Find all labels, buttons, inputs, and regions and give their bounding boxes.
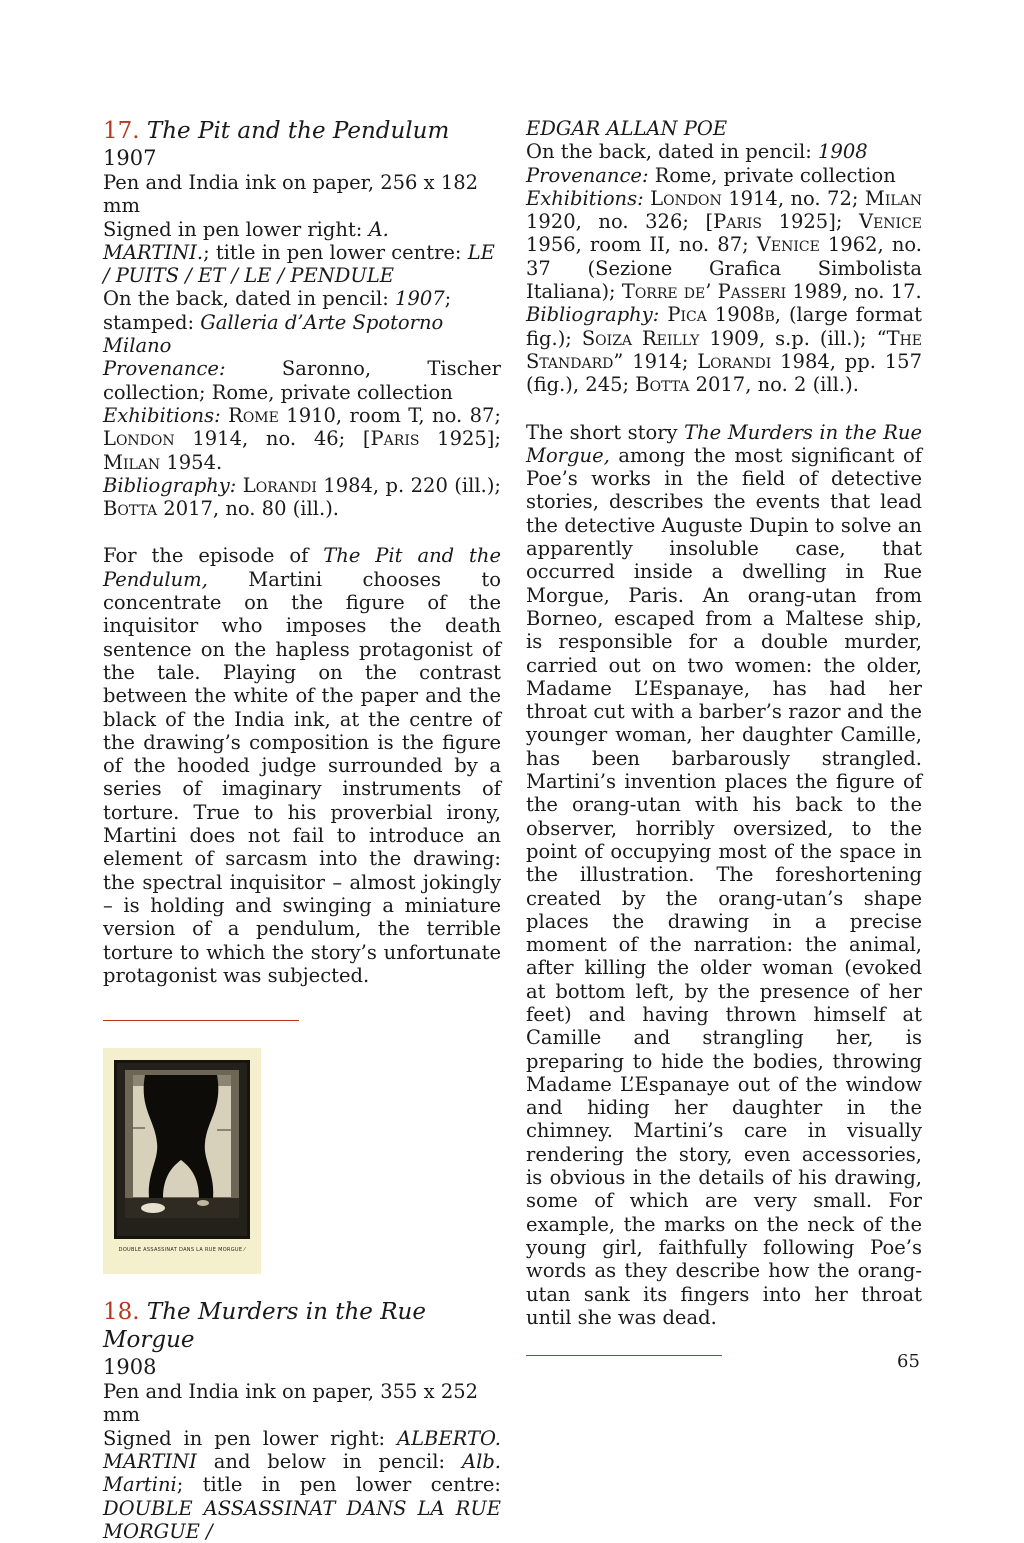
body-text: For the episode of	[103, 544, 324, 568]
bibliography-text: ” 1914;	[613, 349, 698, 373]
body-text: The short story	[526, 420, 685, 444]
spacer	[526, 397, 922, 421]
plate-caption: DOUBLE ASSASSINAT DANS LA RUE MORGUE ⁄	[118, 1247, 246, 1254]
inscribed-title: DOUBLE ASSASSINAT DANS LA RUE MORGUE /	[103, 1496, 501, 1543]
bibliography-text: 1984, p. 220 (ill.);	[316, 473, 501, 497]
bibliography-text: 2017, no. 2 (ill.).	[689, 373, 859, 397]
right-column	[526, 117, 922, 1356]
bibliography-author: Pica	[667, 303, 707, 327]
entry-17-year: 1907	[103, 146, 157, 170]
entry-17-body	[103, 544, 501, 987]
body-title: The Murders in the Rue Morgue,	[526, 420, 922, 467]
entry-17-exhibitions	[103, 404, 501, 474]
bibliography-author: Botta	[103, 497, 158, 521]
left-column	[103, 117, 501, 1543]
back-text: On the back, dated in pencil:	[526, 140, 819, 164]
entry-18-signature	[103, 1427, 501, 1543]
signed-text: ; title in pen lower centre:	[203, 240, 468, 264]
exhibition-text: 1956, room II, no. 87;	[526, 233, 757, 257]
page-number: 65	[897, 1351, 920, 1372]
bibliography-author: Soiza Reilly	[581, 326, 700, 350]
entry-17-signature	[103, 218, 501, 288]
body-text: among the most significant of Poe’s works in the field of detective stories, describes the events that lead the detective Auguste Dupin to solve an apparently insoluble case, that occurred inside a dwelling in Rue Morgue, Paris. An orang-utan from Borneo, escaped from a Maltese ship, is responsible for a double murder, carried out on two women: the older, Madame L’Espanaye, has had her throat cut with a barber’s razor and the younger woman, her daughter Camille, has been barbarously strangled. Martini’s invention places the figure of the orang-utan with his back to the observer, horribly oversized, to the point of occupying most of the space in the illustration. The foreshortening created by the orang-utan’s shape places the drawing in a precise moment of the narration: the animal, after killing the older woman (evoked at bottom left, by the presence of her feet) and having thrown himself at Camille and strangling her, is preparing to hide the bodies, throwing Madame L’Espanaye out of the window and hiding her daughter in the chimney. Martini’s care in visually rendering the story, even accessories, is obvious in the details of his drawing, some of which are very small. For example, the marks on the neck of the young girl, faithfully following Poe’s words as they describe how the orang-utan sank its fingers into her throat until she was dead.	[526, 443, 922, 1329]
bibliography-author: Botta	[635, 373, 690, 397]
bibliography-text: 1909, s.p. (ill.); “	[699, 326, 887, 350]
entry-18-year: 1908	[103, 1355, 157, 1380]
bibliography-author: b	[764, 303, 775, 327]
section-divider	[103, 1020, 299, 1021]
spacer	[103, 1274, 501, 1298]
entry-17-heading	[103, 117, 501, 145]
signed-text: Signed in pen lower right:	[103, 1426, 398, 1450]
exhibition-place: Torre de’ Passeri	[621, 280, 787, 304]
exhibition-place: Paris	[370, 427, 420, 451]
back-stamp: Galleria d’Arte Spotorno Milano	[103, 310, 444, 358]
signed-text: and below in pencil:	[196, 1449, 462, 1473]
exhibition-place: London	[103, 427, 175, 451]
back-date: 1907	[395, 287, 445, 311]
entry-18-provenance	[526, 164, 922, 187]
entry-17-number: 17.	[103, 118, 140, 144]
bibliography-text: 1984, pp. 157 (fig.), 245;	[526, 349, 922, 397]
exhibition-text: 1914, no. 46; [	[174, 427, 371, 451]
exhibition-place: Milan	[864, 186, 923, 210]
entry-18-back	[526, 140, 922, 163]
exhibition-text: 1925];	[419, 427, 501, 451]
provenance-label: Provenance:	[103, 357, 226, 381]
entry-17-back	[103, 287, 501, 357]
spacer	[103, 520, 501, 544]
entry-17-medium: Pen and India ink on paper, 256 x 182 mm	[103, 171, 479, 218]
back-text: On the back, dated in pencil:	[103, 287, 396, 311]
exhibition-place: Paris	[713, 210, 763, 234]
section-divider	[526, 1355, 722, 1356]
exhibition-place: Milan	[103, 450, 161, 474]
exhibition-text: 1925];	[762, 210, 859, 234]
bibliography-author: Lorandi	[242, 473, 317, 497]
entry-18-body	[526, 421, 922, 1330]
exhibition-text: 1910, room T, no. 87;	[278, 403, 501, 427]
body-text: Martini chooses to concentrate on the figure of the inquisitor who imposes the death sentence on the hapless protagonist of the tale. Playing on the contrast between the white of the paper and the black of the India ink, at the centre of the drawing’s composition is the figure of the hooded judge surrounded by a series of imaginary instruments of torture. True to his proverbial irony, Martini does not fail to introduce an element of sarcasm into the drawing: the spectral inquisitor – almost jokingly – is holding and swinging a miniature version of a pendulum, the terrible torture to which the story’s unfortunate protagonist was subjected.	[103, 567, 501, 987]
bibliography-author: Lorandi	[697, 349, 772, 373]
provenance-text: Saronno, Tischer collection; Rome, private collection	[103, 357, 501, 404]
entry-17-title: The Pit and the Pendulum	[146, 118, 450, 144]
bibliography-label: Bibliography:	[526, 303, 660, 327]
entry-18-bibliography	[526, 303, 922, 396]
inscribed-title: LE / PUITS / ET / LE / PENDULE	[103, 240, 495, 288]
exhibition-text: 1989, no. 17.	[786, 280, 922, 304]
bibliography-text: 1908	[706, 303, 765, 327]
entry-18-heading	[103, 1298, 501, 1354]
back-date: 1908	[818, 140, 868, 164]
entry-18-exhibitions	[526, 187, 922, 303]
entry-18-title-continued: EDGAR ALLAN POE	[526, 117, 728, 140]
exhibition-place: Venice	[756, 233, 820, 257]
bibliography-text: , (large format fig.);	[526, 303, 922, 350]
exhibition-text: 1920, no. 326; [	[526, 210, 714, 234]
bibliography-text: 2017, no. 80 (ill.).	[157, 497, 340, 521]
entry-17-bibliography	[103, 474, 501, 521]
bibliography-author: The Standard	[526, 326, 922, 373]
orang-utan-drawing-image	[103, 1048, 261, 1274]
entry-18-medium: Pen and India ink on paper, 355 x 252 mm	[103, 1380, 479, 1427]
signature-text: A. MARTINI.	[103, 217, 389, 264]
exhibition-text: 1954.	[160, 450, 223, 474]
bibliography-label: Bibliography:	[103, 473, 237, 497]
exhibition-place: Rome	[228, 403, 279, 427]
body-title: The Pit and the Pendulum,	[103, 544, 501, 591]
exhibition-text: 1914, no. 72;	[721, 186, 865, 210]
exhibition-place: Venice	[858, 210, 922, 234]
artwork-plate-image	[103, 1048, 261, 1274]
signature-text: ALBERTO. MARTINI	[103, 1426, 501, 1473]
signature-text: Alb. Martini	[103, 1449, 501, 1497]
entry-18-number: 18.	[103, 1299, 140, 1326]
entry-18-title: The Murders in the Rue Morgue	[103, 1299, 426, 1354]
exhibitions-label: Exhibitions:	[526, 186, 644, 210]
provenance-text: Rome, private collection	[648, 163, 896, 187]
signed-text: ; title in pen lower centre:	[176, 1473, 501, 1497]
signed-text: Signed in pen lower right:	[103, 217, 369, 241]
back-text: ; stamped:	[103, 287, 452, 334]
exhibitions-label: Exhibitions:	[103, 403, 221, 427]
exhibition-place: London	[650, 186, 722, 210]
entry-17-provenance	[103, 357, 501, 404]
exhibition-text: 1962, no. 37 (Sezione Grafica Simbolista Italiana);	[526, 233, 922, 304]
provenance-label: Provenance:	[526, 163, 649, 187]
